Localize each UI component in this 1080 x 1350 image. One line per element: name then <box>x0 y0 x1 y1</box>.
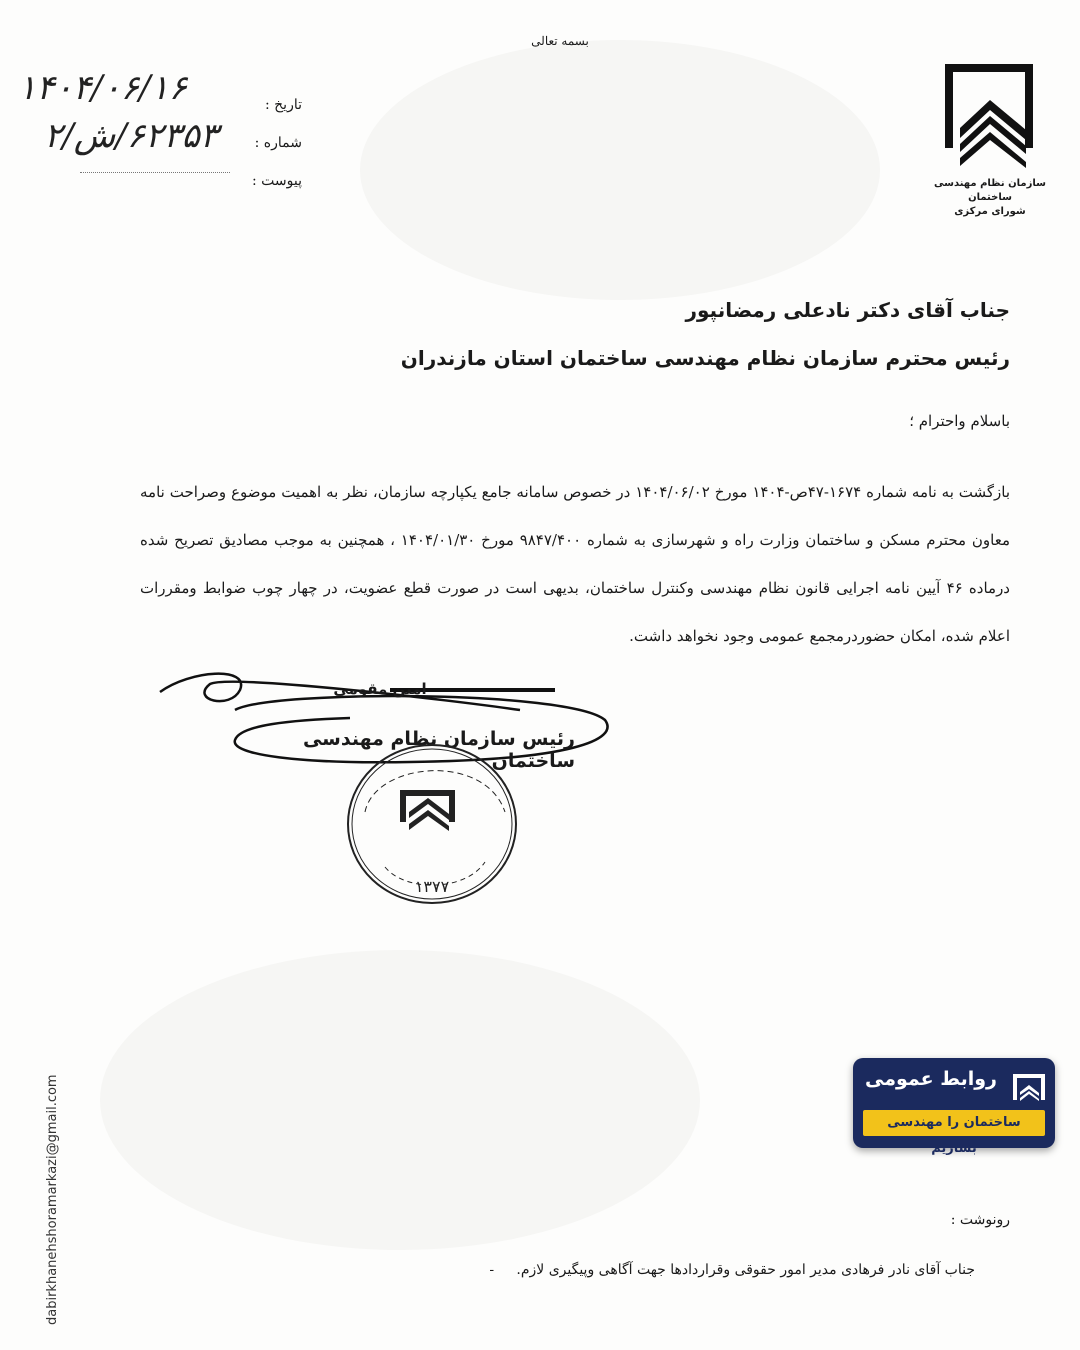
official-seal-icon <box>345 742 520 907</box>
org-name: سازمان نظام مهندسی ساختمان <box>934 178 1046 203</box>
cc-label: رونوشت : <box>950 1212 1010 1228</box>
number-label: شماره : <box>254 135 302 151</box>
cc-item-text: جناب آقای نادر فرهادی مدیر امور حقوقی وقراردادها جهت آگاهی وپیگیری لازم. <box>516 1262 975 1278</box>
addressee-title: رئیس محترم سازمان نظام مهندسی ساختمان استان مازندران <box>400 346 1010 370</box>
org-logo <box>915 58 1065 219</box>
letter-body: بازگشت به نامه شماره ۱۶۷۴-۴۷ص-۱۴۰۴ مورخ ۱۴۰۴/۰۶/۰۲ در خصوص سامانه جامع یکپارچه سازمان، نظر به اهمیت موضوع وصراحت نامه معاون محترم مسکن و ساختمان وزارت راه و شهرسازی به شماره ۹۸۴۷/۴۰۰ مورخ ۱۴۰۴/۰۱/۳۰ ، همچنین به موجب مصادیق تصریح شده درماده ۴۶ آیین نامه اجرایی قانون نظام مهندسی وکنترل ساختمان، بدیهی است در صورت قطع عضویت، در چهار چوب ضوابط ومقررات اعلام شده، امکان حضوردرمجمع عمومی وجود نخواهد داشت. <box>140 483 1011 645</box>
date-value: ۱۴۰۴/۰۶/۱۶ <box>18 68 188 108</box>
addressee-name: جناب آقای دکتر نادعلی رمضانپور <box>685 298 1010 322</box>
side-email[interactable]: dabirkhanehshoramarkazi@gmail.com <box>45 1074 60 1325</box>
invocation-text: بسمه تعالی <box>531 34 589 48</box>
badge-title: روابط عمومی <box>865 1068 997 1090</box>
date-label: تاریخ : <box>264 97 302 113</box>
org-logo-icon <box>930 58 1050 173</box>
cc-bullet: - <box>489 1262 512 1278</box>
background-smudge <box>360 40 880 300</box>
attachment-label: پیوست : <box>252 173 302 189</box>
background-smudge <box>100 950 700 1250</box>
attachment-dotted-line <box>80 172 230 173</box>
org-subname: شورای مرکزی <box>954 206 1026 217</box>
seal-year: ۱۳۷۷ <box>414 877 450 896</box>
badge-slogan: ساختمان را مهندسی بسازیم <box>863 1110 1045 1136</box>
signer-title: رئیس سازمان نظام مهندسی ساختمان <box>302 728 575 772</box>
signer-name: امین مقومی <box>333 680 427 698</box>
cc-item <box>420 1262 975 1278</box>
meta-labels <box>222 86 302 200</box>
number-value: ۶۲۳۵۳/ش/۲ <box>44 116 218 156</box>
public-relations-badge <box>853 1058 1055 1156</box>
greeting: باسلام واحترام ؛ <box>909 412 1010 430</box>
building-logo-icon <box>1011 1072 1047 1102</box>
